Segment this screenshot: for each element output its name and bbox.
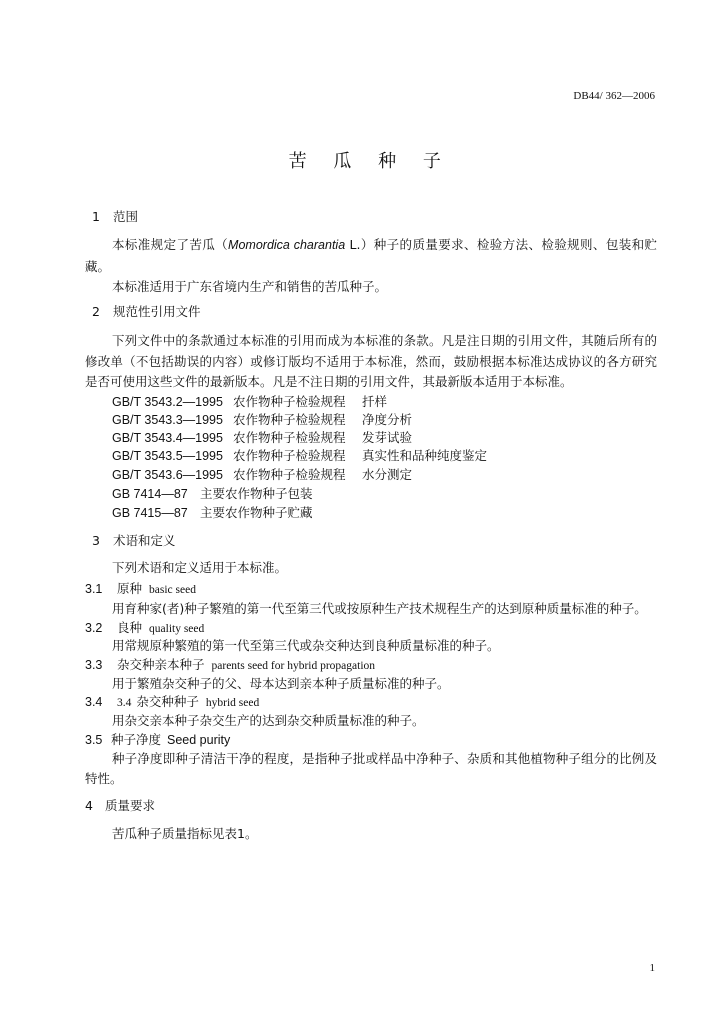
reference-part: 净度分析 <box>362 412 413 427</box>
term-name: 原种 <box>117 581 143 596</box>
term-definition: 用常规原种繁殖的第一代至第三代或杂交种达到良种质量标准的种子。 <box>112 638 500 653</box>
term-name: 良种 <box>117 620 143 635</box>
term-heading <box>85 581 196 598</box>
reference-item <box>112 467 412 483</box>
term-heading <box>85 732 230 748</box>
reference-code: GB 7414—87 <box>112 487 188 501</box>
reference-name: 主要农作物种子包装 <box>200 486 313 501</box>
reference-item <box>112 486 313 502</box>
references-intro-line-1: 下列文件中的条款通过本标准的引用而成为本标准的条款。凡是注日期的引用文件，其随后所有的 <box>112 333 657 348</box>
section-3-heading <box>92 533 176 549</box>
term-english: Seed purity <box>167 733 231 747</box>
section-number: 4 <box>85 798 93 813</box>
reference-name: 农作物种子检验规程 <box>233 430 346 445</box>
reference-code: GB/T 3543.3—1995 <box>112 413 223 427</box>
term-heading <box>85 694 259 711</box>
reference-code: GB/T 3543.2—1995 <box>112 395 223 409</box>
reference-name: 农作物种子检验规程 <box>233 448 346 463</box>
scope-text-before: 本标准规定了苦瓜（ <box>112 237 229 252</box>
reference-code: GB/T 3543.4—1995 <box>112 431 223 445</box>
term-english: basic seed <box>149 584 196 596</box>
page-number: 1 <box>649 962 655 974</box>
term-definition: 用育种家(者)种子繁殖的第一代至第三代或按原种生产技术规程生产的达到原种质量标准的种子。 <box>112 601 647 616</box>
quality-requirement-text: 苦瓜种子质量指标见表1。 <box>112 826 258 841</box>
section-title: 质量要求 <box>105 798 156 813</box>
reference-name: 主要农作物种子贮藏 <box>200 505 313 520</box>
reference-part: 水分测定 <box>362 467 413 482</box>
term-definition: 用于繁殖杂交种子的父、母本达到亲本种子质量标准的种子。 <box>112 676 450 691</box>
term-definition: 用杂交亲本种子杂交生产的达到杂交种质量标准的种子。 <box>112 713 425 728</box>
term-english: hybrid seed <box>205 697 260 709</box>
scientific-name: Momordica charantia <box>228 238 346 252</box>
reference-part: 扦样 <box>362 394 388 409</box>
term-definition-line-1: 种子净度即种子清洁干净的程度，是指种子批或样品中净种子、杂质和其他植物种子组分的比例及 <box>112 751 657 766</box>
term-name: 种子净度 <box>111 732 162 747</box>
reference-part: 发芽试验 <box>362 430 413 445</box>
section-number: 2 <box>92 304 100 319</box>
reference-item <box>112 394 387 410</box>
section-title: 术语和定义 <box>113 533 176 548</box>
term-number: 3.1 <box>85 582 103 596</box>
reference-name: 农作物种子检验规程 <box>233 467 346 482</box>
scope-paragraph-line-1 <box>112 237 657 253</box>
reference-item <box>112 448 487 464</box>
term-english: quality seed <box>149 623 205 635</box>
term-name: 杂交种种子 <box>136 694 199 709</box>
section-title: 规范性引用文件 <box>113 304 201 319</box>
terms-intro: 下列术语和定义适用于本标准。 <box>112 560 288 575</box>
section-2-heading <box>92 304 201 320</box>
section-4-heading <box>85 798 155 814</box>
section-number: 3 <box>92 533 100 548</box>
term-number: 3.2 <box>85 621 103 635</box>
references-intro-line-3: 是否可使用这些文件的最新版本。凡是不注日期的引用文件，其最新版本适用于本标准。 <box>85 374 573 389</box>
reference-part: 真实性和品种纯度鉴定 <box>362 448 488 463</box>
reference-item <box>112 505 313 521</box>
reference-name: 农作物种子检验规程 <box>233 394 346 409</box>
term-heading <box>85 657 375 674</box>
applicability-paragraph: 本标准适用于广东省境内生产和销售的苦瓜种子。 <box>112 279 388 294</box>
reference-item <box>112 412 412 428</box>
section-number: 1 <box>92 209 100 224</box>
references-intro-line-2: 修改单（不包括勘误的内容）或修订版均不适用于本标准，然而，鼓励根据本标准达成协议的各方研究 <box>85 354 657 369</box>
term-definition-line-2: 特性。 <box>85 771 123 786</box>
section-title: 范围 <box>113 209 139 224</box>
term-english: parents seed for hybrid propagation <box>211 660 376 672</box>
scope-paragraph-line-2: 藏。 <box>85 259 111 274</box>
term-number: 3.5 <box>85 733 103 747</box>
term-name: 杂交种亲本种子 <box>117 657 205 672</box>
term-prefix: 3.4 <box>117 697 132 709</box>
reference-code: GB/T 3543.5—1995 <box>112 449 223 463</box>
term-number: 3.3 <box>85 658 103 672</box>
reference-code: GB 7415—87 <box>112 506 188 520</box>
document-title: 苦 瓜 种 子 <box>288 151 452 172</box>
term-heading <box>85 620 204 637</box>
section-1-heading <box>92 209 138 225</box>
term-number: 3.4 <box>85 695 103 709</box>
reference-item <box>112 430 412 446</box>
reference-name: 农作物种子检验规程 <box>233 412 346 427</box>
scope-text-after: L.）种子的质量要求、检验方法、检验规则、包装和贮 <box>345 237 657 252</box>
reference-code: GB/T 3543.6—1995 <box>112 468 223 482</box>
standard-code: DB44/ 362—2006 <box>573 90 655 102</box>
